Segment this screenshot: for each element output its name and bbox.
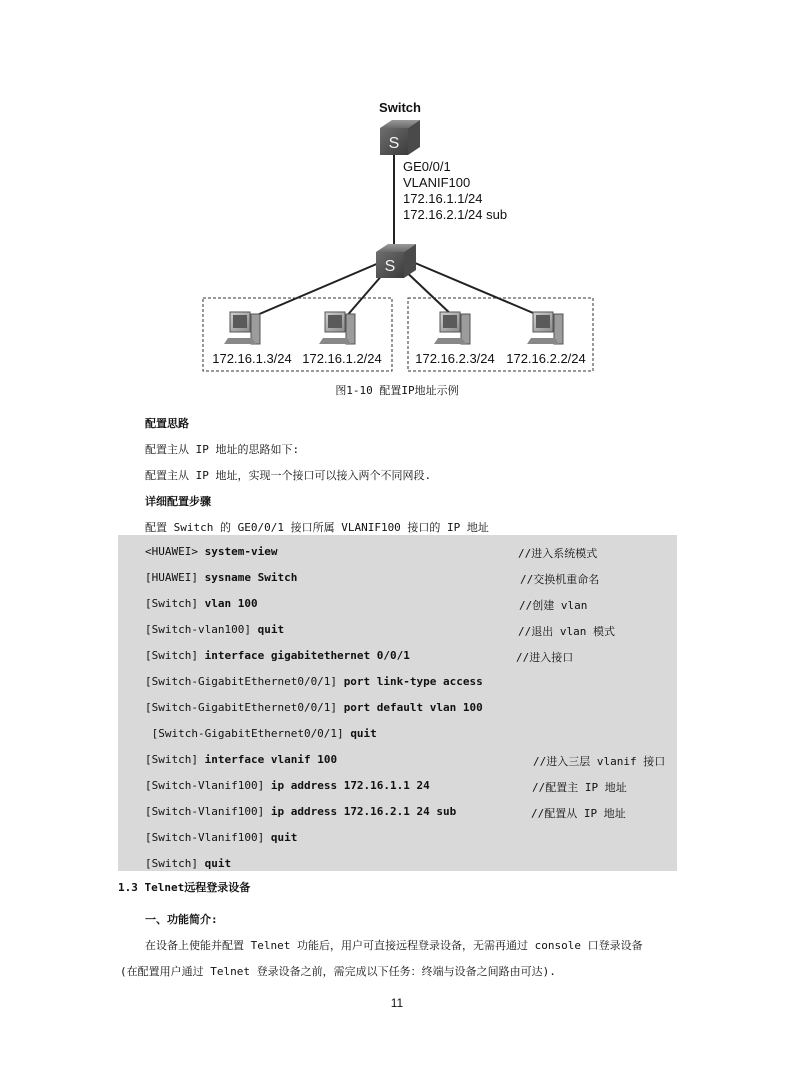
primary-ip-label: 172.16.1.1/24 (403, 191, 483, 206)
code-prompt: [Switch] (145, 649, 205, 662)
code-command: quit (270, 831, 298, 844)
section-subtitle: 一、功能简介: (145, 913, 218, 926)
code-prompt: [Switch] (145, 597, 205, 610)
steps-intro: 配置 Switch 的 GE0/0/1 接口所属 VLANIF100 接口的 IP 地址 (145, 521, 489, 534)
section-paragraph: 在设备上使能并配置 Telnet 功能后，用户可直接远程登录设备，无需再通过 console 口登录设备 (145, 939, 643, 952)
config-idea-line: 配置主从 IP 地址，实现一个接口可以接入两个不同网段. (145, 469, 432, 482)
code-comment: //进入三层 vlanif 接口 (533, 755, 666, 768)
steps-heading: 详细配置步骤 (145, 495, 211, 508)
code-line (145, 623, 284, 636)
code-command: port default vlan 100 (343, 701, 483, 714)
switch-label: Switch (379, 100, 421, 115)
code-line (145, 779, 430, 792)
access-switch-glyph: S (384, 258, 396, 275)
code-command: system-view (204, 545, 278, 558)
code-line (145, 753, 337, 766)
code-command: ip address 172.16.1.1 24 (270, 779, 430, 792)
code-command: quit (350, 727, 377, 740)
code-comment: //配置主 IP 地址 (532, 781, 627, 794)
code-line (145, 701, 483, 714)
code-command: interface vlanif 100 (204, 753, 338, 766)
figure-caption: 图1-10 配置IP地址示例 (335, 384, 459, 397)
code-command: quit (257, 623, 285, 636)
code-line (145, 727, 377, 740)
code-prompt: [Switch] (145, 857, 205, 870)
code-prompt: [Switch-GigabitEthernet0/0/1] (145, 727, 351, 740)
section-title: 1.3 Telnet远程登录设备 (118, 881, 251, 894)
access-switch-icon (376, 244, 416, 278)
code-prompt: [Switch] (145, 753, 205, 766)
network-diagram (0, 0, 794, 400)
code-line (145, 545, 277, 558)
code-line (145, 597, 258, 610)
code-prompt: <HUAWEI> (145, 545, 205, 558)
code-prompt: [HUAWEI] (145, 571, 205, 584)
code-prompt: [Switch-vlan100] (145, 623, 258, 636)
code-comment: //配置从 IP 地址 (531, 807, 626, 820)
config-idea-line: 配置主从 IP 地址的思路如下: (145, 443, 300, 456)
code-command: vlan 100 (204, 597, 258, 610)
code-comment: //进入接口 (516, 651, 574, 664)
pc-icon (224, 312, 260, 344)
code-line (145, 805, 456, 818)
code-line (145, 649, 410, 662)
pc-icon (319, 312, 355, 344)
code-line (145, 571, 297, 584)
core-switch-glyph: S (388, 135, 400, 152)
host-ip-label: 172.16.2.3/24 (415, 351, 495, 366)
code-prompt: [Switch-GigabitEthernet0/0/1] (145, 675, 344, 688)
code-comment: //创建 vlan (519, 599, 588, 612)
code-comment: //退出 vlan 模式 (518, 625, 615, 638)
interface-label: GE0/0/1 (403, 159, 451, 174)
code-line (145, 857, 231, 870)
code-command: interface gigabitethernet 0/0/1 (204, 649, 410, 662)
code-block (118, 535, 677, 871)
host-ip-label: 172.16.1.2/24 (302, 351, 382, 366)
code-command: sysname Switch (204, 571, 298, 584)
code-prompt: [Switch-Vlanif100] (145, 831, 271, 844)
host-ip-label: 172.16.1.3/24 (212, 351, 292, 366)
code-prompt: [Switch-Vlanif100] (145, 805, 271, 818)
code-command: quit (204, 857, 232, 870)
code-prompt: [Switch-GigabitEthernet0/0/1] (145, 701, 344, 714)
pc-icon (434, 312, 470, 344)
host-ip-label: 172.16.2.2/24 (506, 351, 586, 366)
page-number: 11 (390, 996, 404, 1010)
code-command: ip address 172.16.2.1 24 sub (270, 805, 457, 818)
section-paragraph: (在配置用户通过 Telnet 登录设备之前，需完成以下任务：终端与设备之间路由可达). (120, 965, 556, 978)
code-line (145, 675, 483, 688)
code-comment: //交换机重命名 (520, 573, 600, 586)
code-prompt: [Switch-Vlanif100] (145, 779, 271, 792)
secondary-ip-label: 172.16.2.1/24 sub (403, 207, 508, 222)
code-command: port link-type access (343, 675, 483, 688)
core-switch-icon (380, 120, 420, 155)
code-line (145, 831, 297, 844)
code-comment: //进入系统模式 (518, 547, 598, 560)
vlanif-label: VLANIF100 (403, 175, 471, 190)
config-idea-heading: 配置思路 (145, 417, 189, 430)
pc-icon (527, 312, 563, 344)
